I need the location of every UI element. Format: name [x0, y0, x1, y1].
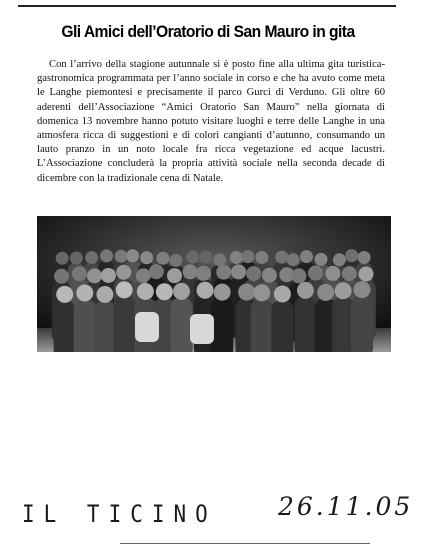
person-head [315, 253, 328, 266]
person-head [56, 286, 73, 303]
clipping-footer [0, 492, 429, 540]
person-head [262, 268, 277, 283]
person-body [251, 300, 273, 352]
person-head [354, 281, 371, 298]
bottom-rule [120, 543, 370, 544]
person-head [358, 251, 371, 264]
person-body [351, 296, 373, 352]
light-jacket [135, 312, 159, 342]
person-head [167, 268, 182, 283]
person-head [216, 265, 231, 280]
publication-name: IL TICINO [22, 500, 217, 528]
person-body [294, 297, 316, 352]
article-paragraph: Con l’arrivo della stagione autunnale si è posto fine alla ultima gita turistica-gastronomica programmata per l’anno sociale in corso e che ha avuto come meta le Langhe piemontesi e precisamente il parco Gurci di Verduno. Gli oltre 60 aderenti dell’Associazione “Amici Oratorio San Mauro” nella giornata di domenica 13 novembre hanno potuto visitare luoghi e terre delle Langhe in una atmosfera ricca di suggestioni e di colori cangianti d’autunno, consumando un lauto pranzo in un noto locale fra ricca vegetazione ed acque lacustri. L’Associazione concluderà la propria attività sociale nella seconda decade di dicembre con la tradizionale cena di Natale. [37, 59, 385, 184]
person-head [196, 266, 211, 281]
person-head [70, 252, 83, 265]
person-head [231, 264, 246, 279]
person-head [335, 282, 352, 299]
person-head [116, 265, 131, 280]
person-head [300, 250, 313, 263]
person-head [325, 266, 340, 281]
person-head [156, 252, 169, 265]
person-head [345, 249, 358, 262]
person-head [100, 249, 113, 262]
person-head [274, 286, 291, 303]
person-head [85, 251, 98, 264]
person-body [94, 301, 116, 352]
person-head [169, 254, 182, 267]
person-head [149, 264, 164, 279]
person-body [332, 298, 354, 352]
person-head [140, 251, 153, 264]
person-head [359, 266, 374, 281]
person-head [54, 269, 69, 284]
person-head [213, 253, 226, 266]
person-head [186, 251, 199, 264]
person-head [230, 251, 243, 264]
person-head [238, 284, 255, 301]
article-headline: Gli Amici dell’Oratorio di San Mauro in gita [61, 22, 355, 41]
person-head [297, 282, 314, 299]
person-head [253, 284, 270, 301]
person-head [342, 266, 357, 281]
person-head [56, 252, 69, 265]
person-head [291, 268, 306, 283]
person-head [156, 283, 173, 300]
light-jacket [190, 314, 214, 344]
article-body [37, 58, 385, 186]
person-head [214, 284, 231, 301]
person-head [317, 284, 334, 301]
person-head [199, 251, 212, 264]
person-head [197, 282, 214, 299]
person-body [211, 299, 233, 352]
person-head [115, 250, 128, 263]
person-body [113, 297, 135, 352]
person-head [96, 286, 113, 303]
person-head [101, 268, 116, 283]
person-head [137, 283, 154, 300]
person-head [183, 264, 198, 279]
person-head [275, 251, 288, 264]
handwritten-date: 26.11.05 [278, 492, 414, 521]
person-head [72, 266, 87, 281]
person-body [170, 298, 192, 352]
person-body [271, 301, 293, 352]
top-rule [18, 5, 396, 7]
person-head [87, 268, 102, 283]
group-photo [37, 216, 391, 352]
person-body [74, 300, 96, 352]
person-head [287, 253, 300, 266]
person-head [76, 285, 93, 302]
person-body [54, 301, 76, 352]
person-head [173, 283, 190, 300]
person-head [308, 266, 323, 281]
person-head [241, 250, 254, 263]
person-head [116, 281, 133, 298]
person-head [246, 266, 261, 281]
person-head [255, 251, 268, 264]
group-photo-image [37, 216, 391, 352]
person-head [126, 249, 139, 262]
